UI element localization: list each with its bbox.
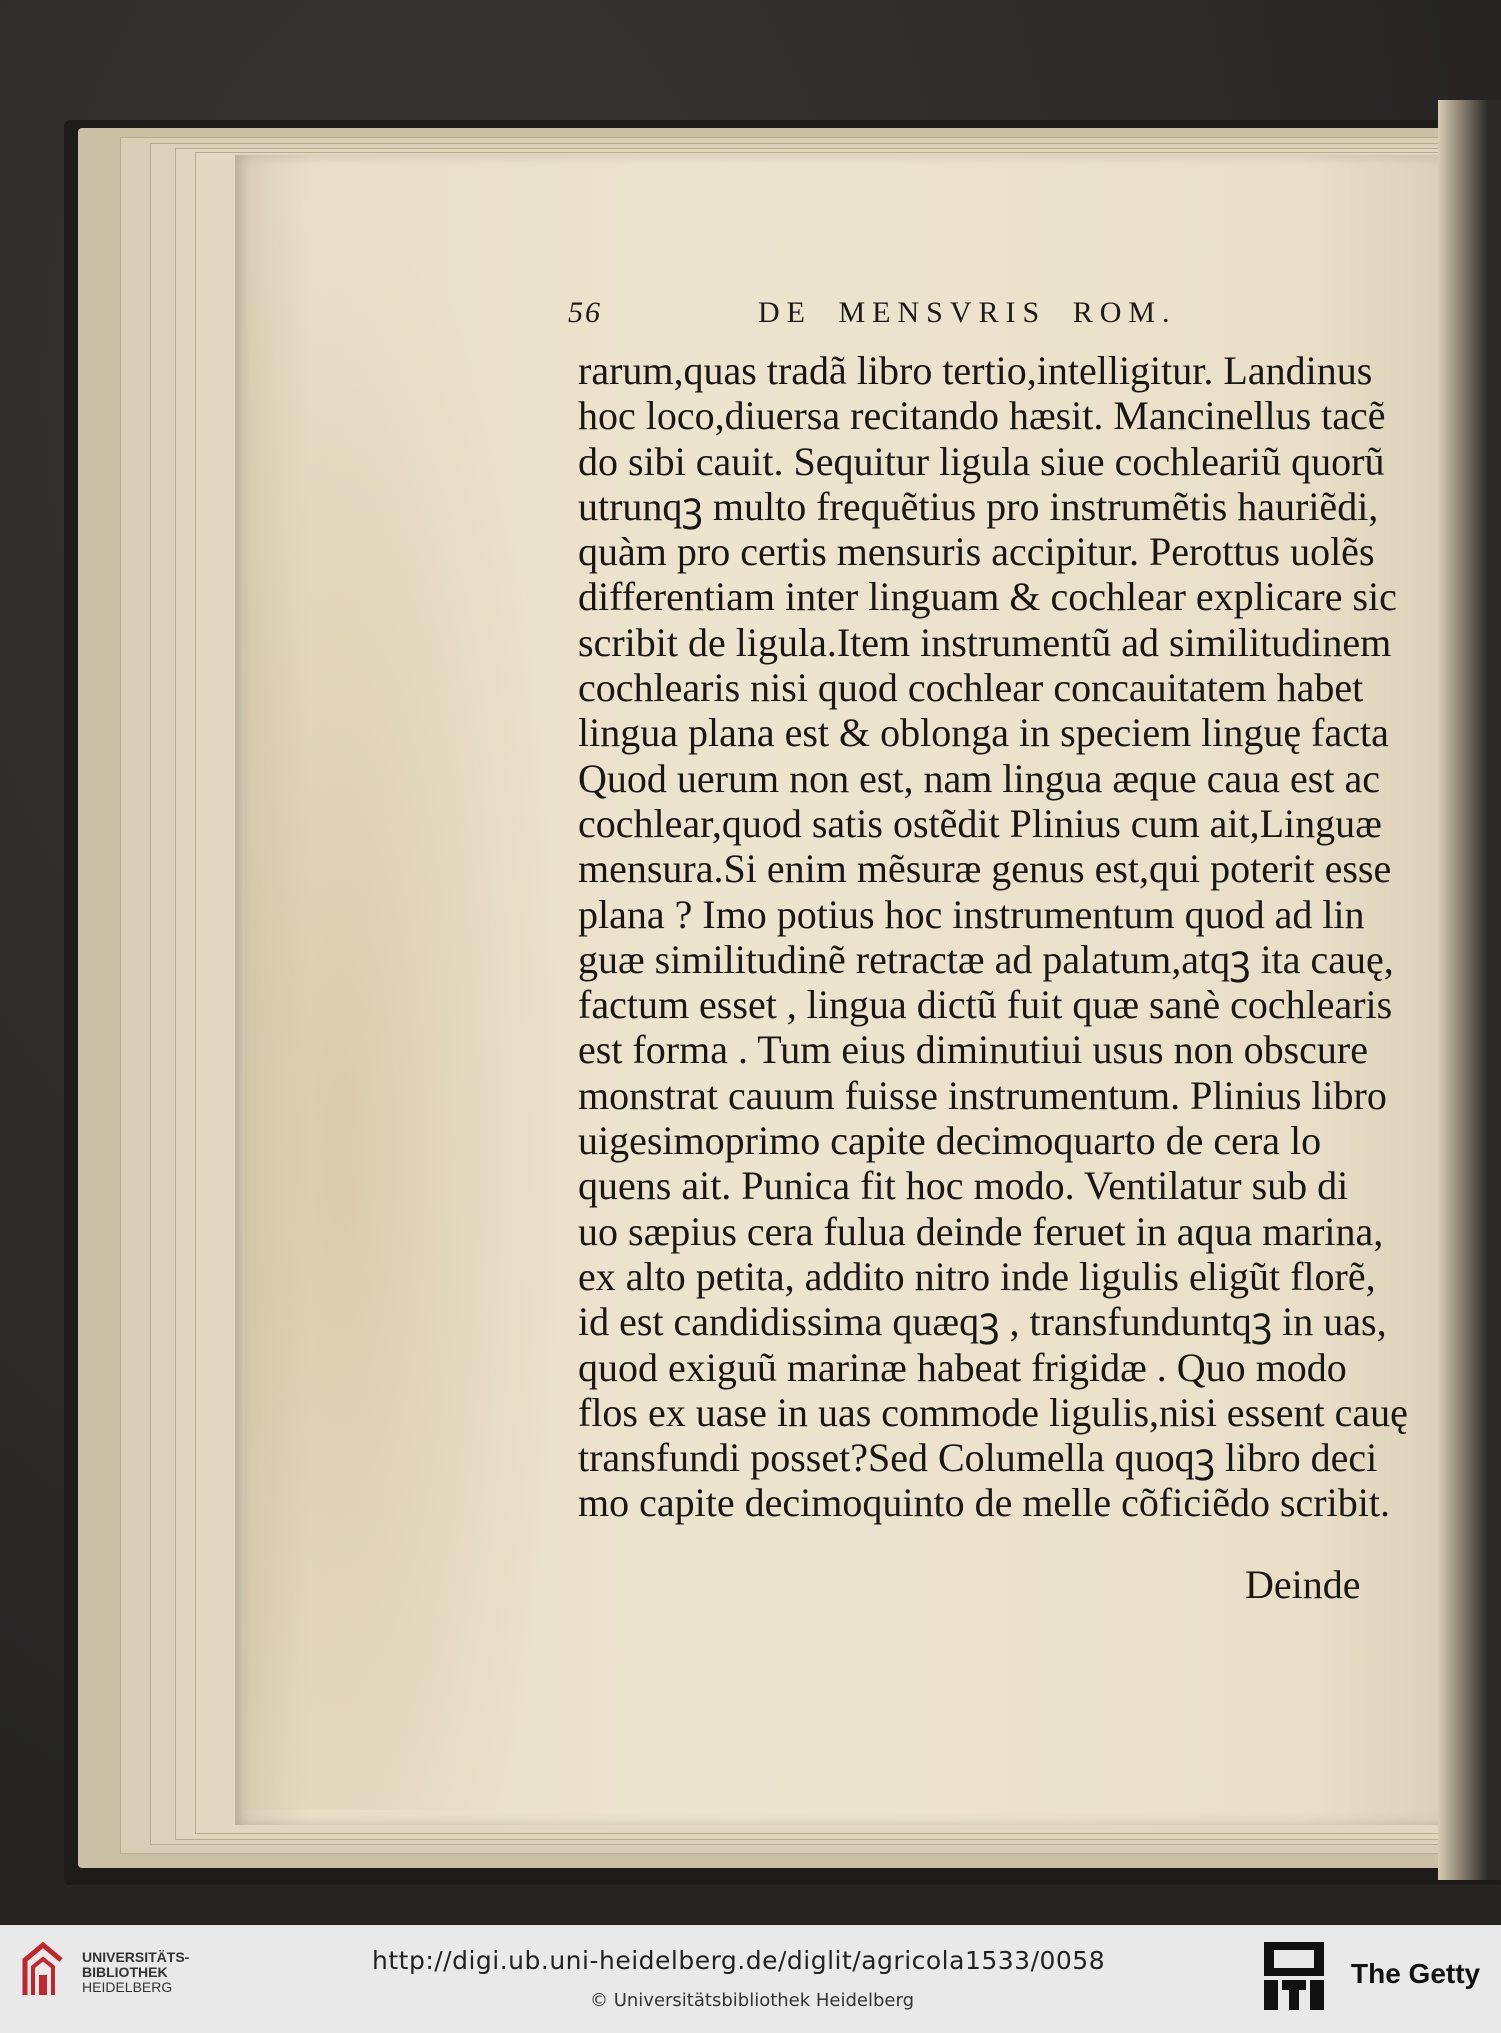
getty-name: The Getty [1351,1958,1481,1989]
text-line: mo capite decimoquinto de melle cõficiẽdo scribit. [578,1480,1390,1526]
text-line: utrunqꝫ multo frequẽtius pro instrumẽtis hauriẽdi, [578,483,1379,529]
text-line: mensura.Si enim mẽsuræ genus est,qui poterit esse [578,846,1392,892]
text-line: rarum,quas tradã libro tertio,intelligitur. Landinus [578,348,1373,393]
text-line: uigesimoprimo capite decimoquarto de cera lo [578,1118,1322,1164]
body-text [578,348,1408,1526]
text-line: monstrat cauum fuisse instrumentum. Plinius libro [578,1072,1387,1118]
text-line: factum esset , lingua dictũ fuit quæ sanè cochlearis [578,982,1393,1028]
page-number: 56 [568,296,602,329]
copyright-notice: © Universitätsbibliothek Heidelberg [590,1990,915,2011]
text-line: scribit de ligula.Item instrumentũ ad similitudinem [578,619,1392,665]
text-line: est forma . Tum eius diminutiui usus non obscure [578,1027,1368,1073]
text-line: uo sæpius cera fulua deinde feruet in aqua marina, [578,1208,1384,1254]
text-line: plana ? Imo potius hoc instrumentum quod ad lin [578,891,1365,937]
institution-line: HEIDELBERG [82,1979,173,1995]
text-line: quod exiguũ marinæ habeat frigidæ . Quo modo [578,1344,1347,1390]
text-line: transfundi posset?Sed Columella quoqꝫ libro deci [578,1435,1378,1481]
text-line: lingua plana est & oblonga in speciem linguę facta [578,710,1389,756]
text-line: quens ait. Punica fit hoc modo. Ventilatur sub di [578,1163,1349,1209]
ub-heidelberg-logo-icon [15,1935,70,2005]
text-line: do sibi cauit. Sequitur ligula siue cochleariũ quorũ [578,438,1385,484]
text-line: cochlearis nisi quod cochlear concauitatem habet [578,665,1364,711]
text-line: id est candidissima quæqꝫ , transfunduntqꝫ in uas, [578,1299,1387,1345]
text-line: Quod uerum non est, nam lingua æque caua est ac [578,755,1380,801]
text-line: cochlear,quod satis ostẽdit Plinius cum ait,Linguæ [578,800,1382,846]
book-gutter [1438,100,1501,1880]
text-line: ex alto petita, addito nitro inde ligulis eligũt florẽ, [578,1253,1376,1299]
page-stain [245,160,565,1810]
text-line: guæ similitudinẽ retractæ ad palatum,atqꝫ ita cauę, [578,936,1394,982]
ub-heidelberg-name [82,1950,189,1995]
running-header [568,296,1208,336]
institution-line: BIBLIOTHEK [82,1964,168,1980]
text-line: hoc loco,diuersa recitando hæsit. Mancinellus tacẽ [578,393,1386,439]
catchword: Deinde [1245,1562,1361,1607]
running-title: DE MENSVRIS ROM. [758,296,1177,329]
institution-line: UNIVERSITÄTS- [82,1949,190,1965]
text-line: differentiam inter linguam & cochlear explicare sic [578,574,1397,620]
getty-logo-icon [1262,1940,1326,2016]
permalink-url[interactable]: http://digi.ub.uni-heidelberg.de/diglit/agricola1533/0058 [372,1946,1106,1975]
text-line: flos ex uase in uas commode ligulis,nisi essent cauę [578,1389,1408,1435]
text-line: quàm pro certis mensuris accipitur. Perottus uolẽs [578,529,1375,575]
